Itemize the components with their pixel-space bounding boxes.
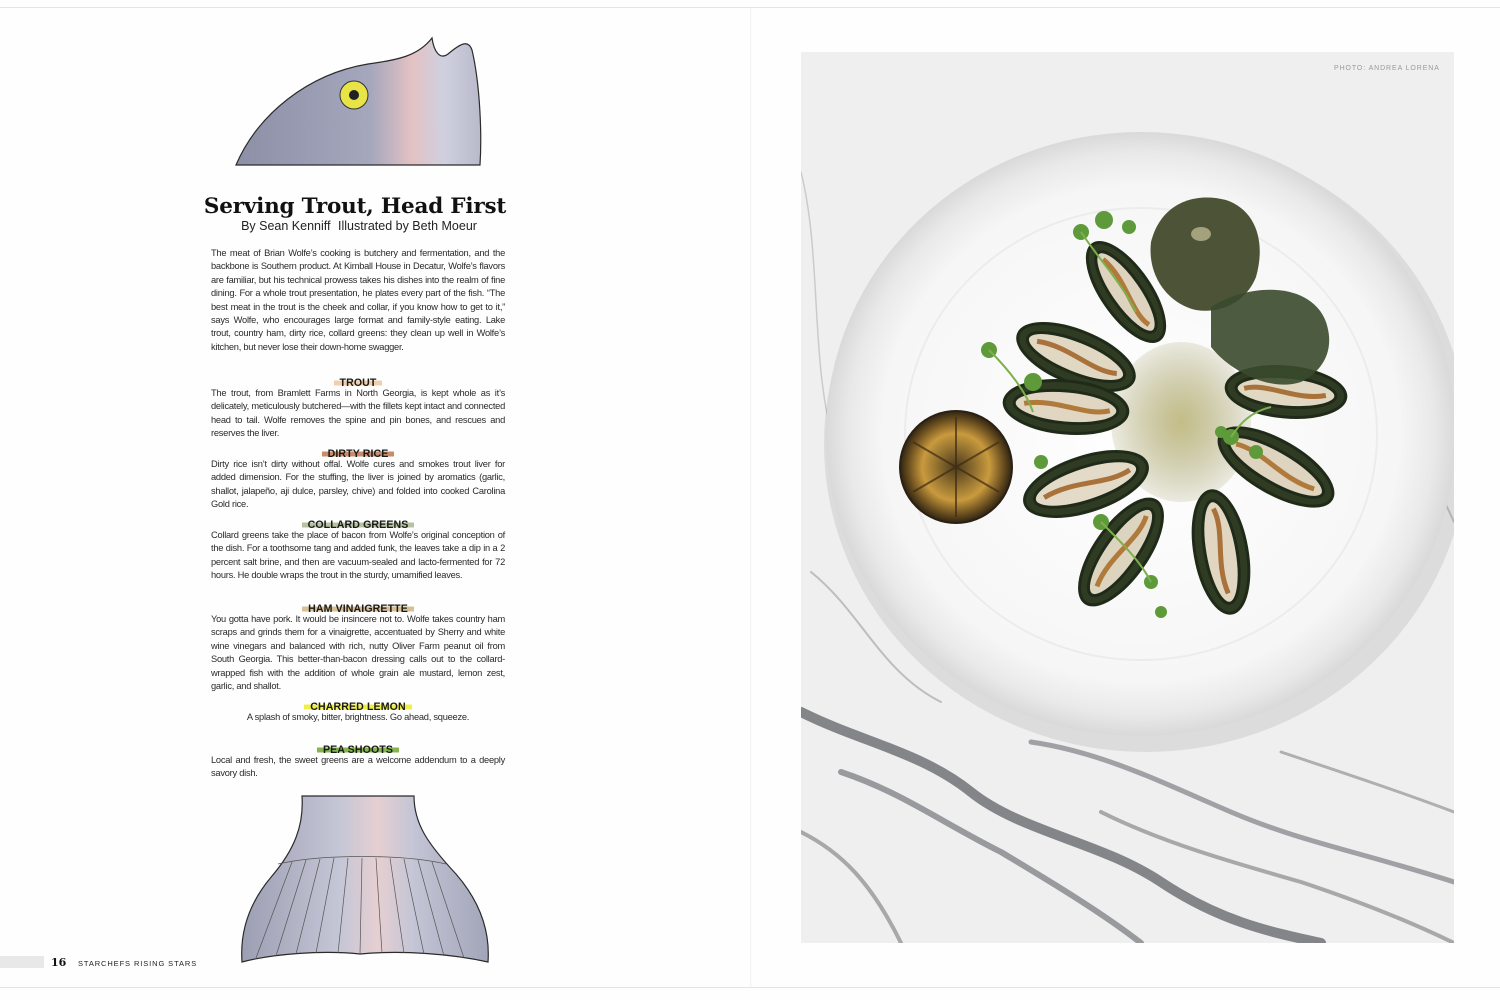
plated-trout-photo	[801, 52, 1454, 943]
section-heading-collard-greens: COLLARD GREENS	[200, 515, 516, 533]
section-text-charred-lemon: A splash of smoky, bitter, brightness. Go ahead, squeeze.	[246, 712, 470, 722]
byline-author: By Sean Kenniff	[241, 219, 331, 233]
fish-head-illustration	[228, 34, 490, 168]
photo-artwork	[801, 52, 1454, 943]
section-text-ham-vinaigrette: You gotta have pork. It would be insincere not to. Wolfe takes country ham scraps and grinds them for a vinaigrette, accentuated by Sherry and white wine vinegars and balanced with rich, nutty Oliver Farm peanut oil from South Georgia. This better-than-bacon dressing calls out to the collard-wrapped fish with the addition of whole grain ale mustard, lemon zest, garlic, and shallot.	[211, 614, 505, 692]
section-heading-trout: TROUT	[200, 373, 516, 391]
intro-paragraph: The meat of Brian Wolfe’s cooking is butchery and fermentation, and the backbone is Southern product. At Kimball House in Decatur, Wolfe’s flavors are familiar, but his technical prowess takes his dishes into the realm of fine dining. For a whole trout presentation, he plates every part of the fish. “The best meat in the trout is the cheek and collar, if you know how to get to it,” says Wolfe, who encourages large format and family-style eating. Lake trout, country ham, dirty rice, collard greens: they clean up well in Wolfe’s kitchen, but never lose their down-home swagger.	[211, 248, 505, 352]
bottom-edge	[0, 987, 1500, 988]
section-text-trout: The trout, from Bramlett Farms in North Georgia, is kept whole as it’s delicately, meticulously butchered—with the fillets kept intact and connected head to tail. Wolfe removes the spine and pin bones, and rescues and reserves the liver.	[211, 388, 505, 439]
page-number-bar	[0, 956, 44, 968]
section-heading-dirty-rice: DIRTY RICE	[200, 444, 516, 462]
section-text-collard-greens: Collard greens take the place of bacon from Wolfe’s original conception of the dish. For a toothsome tang and added funk, the leaves take a dip in a 2 percent salt brine, and then are vacuum-sealed and lacto-fermented for 72 hours. He double wraps the trout in the sturdy, umamified leaves.	[211, 530, 505, 581]
section-heading-ham-vinaigrette: HAM VINAIGRETTE	[200, 599, 516, 617]
section-heading-pea-shoots: PEA SHOOTS	[200, 740, 516, 758]
byline-illustrator: Illustrated by Beth Moeur	[337, 219, 477, 233]
photo-credit: PHOTO: ANDREA LORENA	[1334, 65, 1440, 72]
article-title: Serving Trout, Head First	[203, 194, 507, 220]
page-gutter	[750, 8, 752, 987]
section-text-dirty-rice: Dirty rice isn’t dirty without offal. Wolfe cures and smokes trout liver for added dimension. For the stuffing, the liver is joined by aromatics (garlic, shallot, jalapeño, aji dulce, parsley, chive) and folded into cooked Carolina Gold rice.	[211, 459, 505, 510]
page-number: 16	[51, 956, 67, 969]
byline	[200, 219, 518, 233]
fish-tail-illustration	[232, 794, 490, 966]
section-text-pea-shoots: Local and fresh, the sweet greens are a welcome addendum to a deeply savory dish.	[211, 755, 505, 779]
section-heading-charred-lemon: CHARRED LEMON	[200, 697, 516, 715]
publication-name: STARCHEFS RISING STARS	[78, 959, 198, 968]
